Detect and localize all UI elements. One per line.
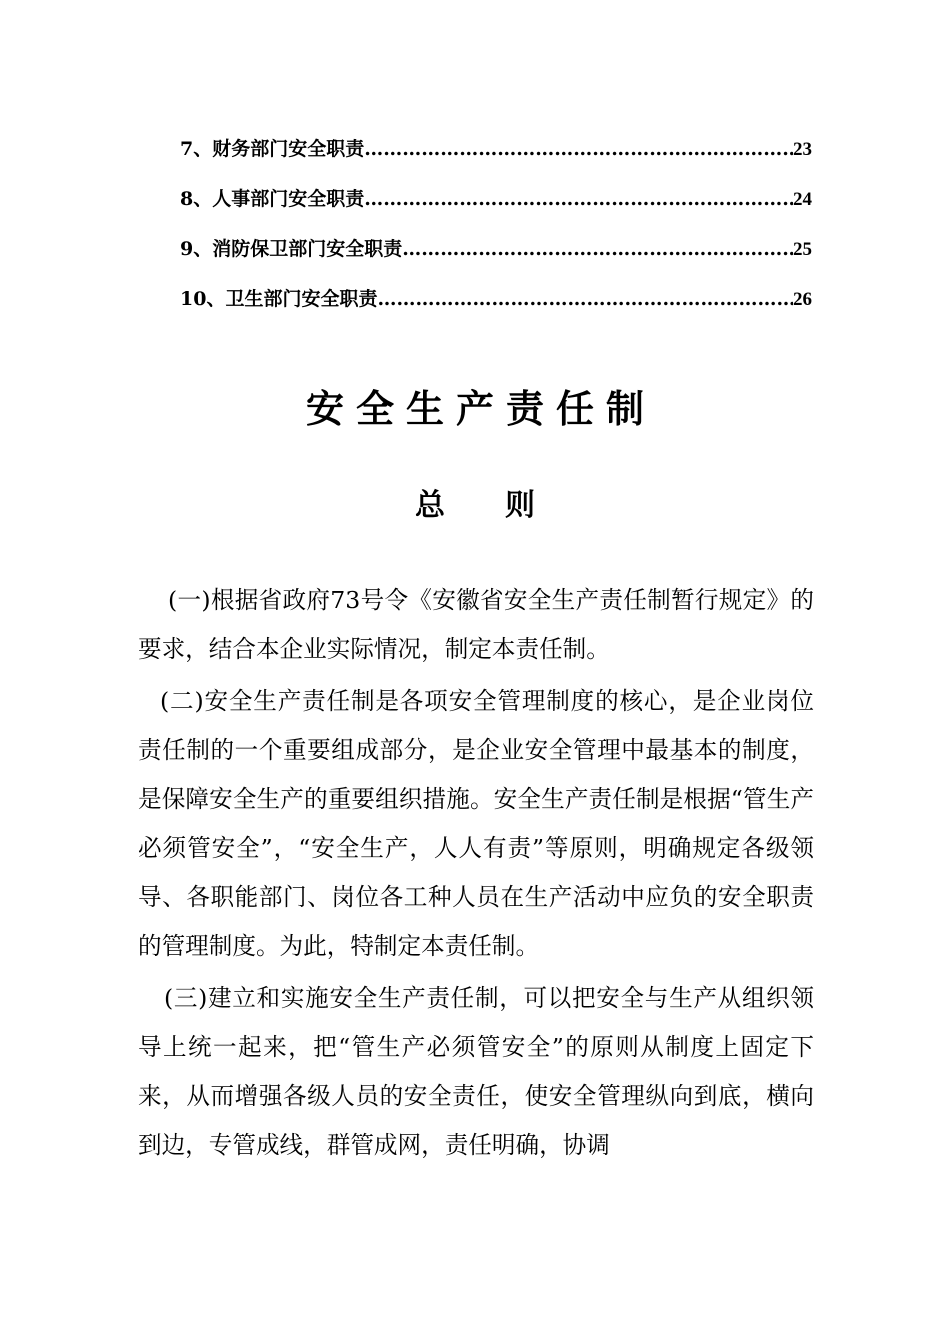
toc-page-number: 25	[793, 239, 812, 260]
toc-page-number: 26	[793, 289, 812, 310]
toc-dot-leader	[377, 288, 793, 310]
toc-dot-leader	[364, 138, 793, 160]
toc-page-number: 24	[793, 189, 812, 210]
section-title-right: 则	[505, 488, 535, 523]
paragraph: (一)根据省政府73号令《安徽省安全生产责任制暂行规定》的要求，结合本企业实际情况，制定本责任制。	[138, 586, 814, 663]
table-of-contents	[180, 134, 812, 334]
section-title-left: 总	[415, 488, 445, 523]
section-title	[0, 480, 950, 524]
paragraph: (二)安全生产责任制是各项安全管理制度的核心，是企业岗位责任制的一个重要组成部分，是企业安全管理中最基本的制度，是保障安全生产的重要组织措施。安全生产责任制是根据“管生产必须管安全”，“安全生产，人人有责”等原则，明确规定各级领导、各职能部门、岗位各工种人员在生产活动中应负的安全职责的管理制度。为此，特制定本责任制。	[138, 687, 814, 960]
paragraph: (三)建立和实施安全生产责任制，可以把安全与生产从组织领导上统一起来，把“管生产必须管安全”的原则从制度上固定下来，从而增强各级人员的安全责任，使安全管理纵向到底，横向到边，专管成线，群管成网，责任明确，协调	[138, 984, 814, 1159]
toc-entry[interactable]	[180, 234, 812, 284]
toc-entry-label: 8、人事部门安全职责	[180, 188, 365, 210]
toc-entry-label: 10、卫生部门安全职责	[180, 288, 378, 310]
toc-page-number: 23	[793, 139, 812, 160]
toc-entry-label: 9、消防保卫部门安全职责	[180, 238, 403, 260]
toc-dot-leader	[364, 188, 793, 210]
toc-entry[interactable]	[180, 184, 812, 234]
toc-entry[interactable]	[180, 284, 812, 334]
toc-entry[interactable]	[180, 134, 812, 184]
document-body	[138, 576, 814, 1173]
document-title: 安全生产责任制	[305, 387, 656, 431]
toc-dot-leader	[402, 238, 793, 260]
toc-entry-label: 7、财务部门安全职责	[180, 138, 365, 160]
